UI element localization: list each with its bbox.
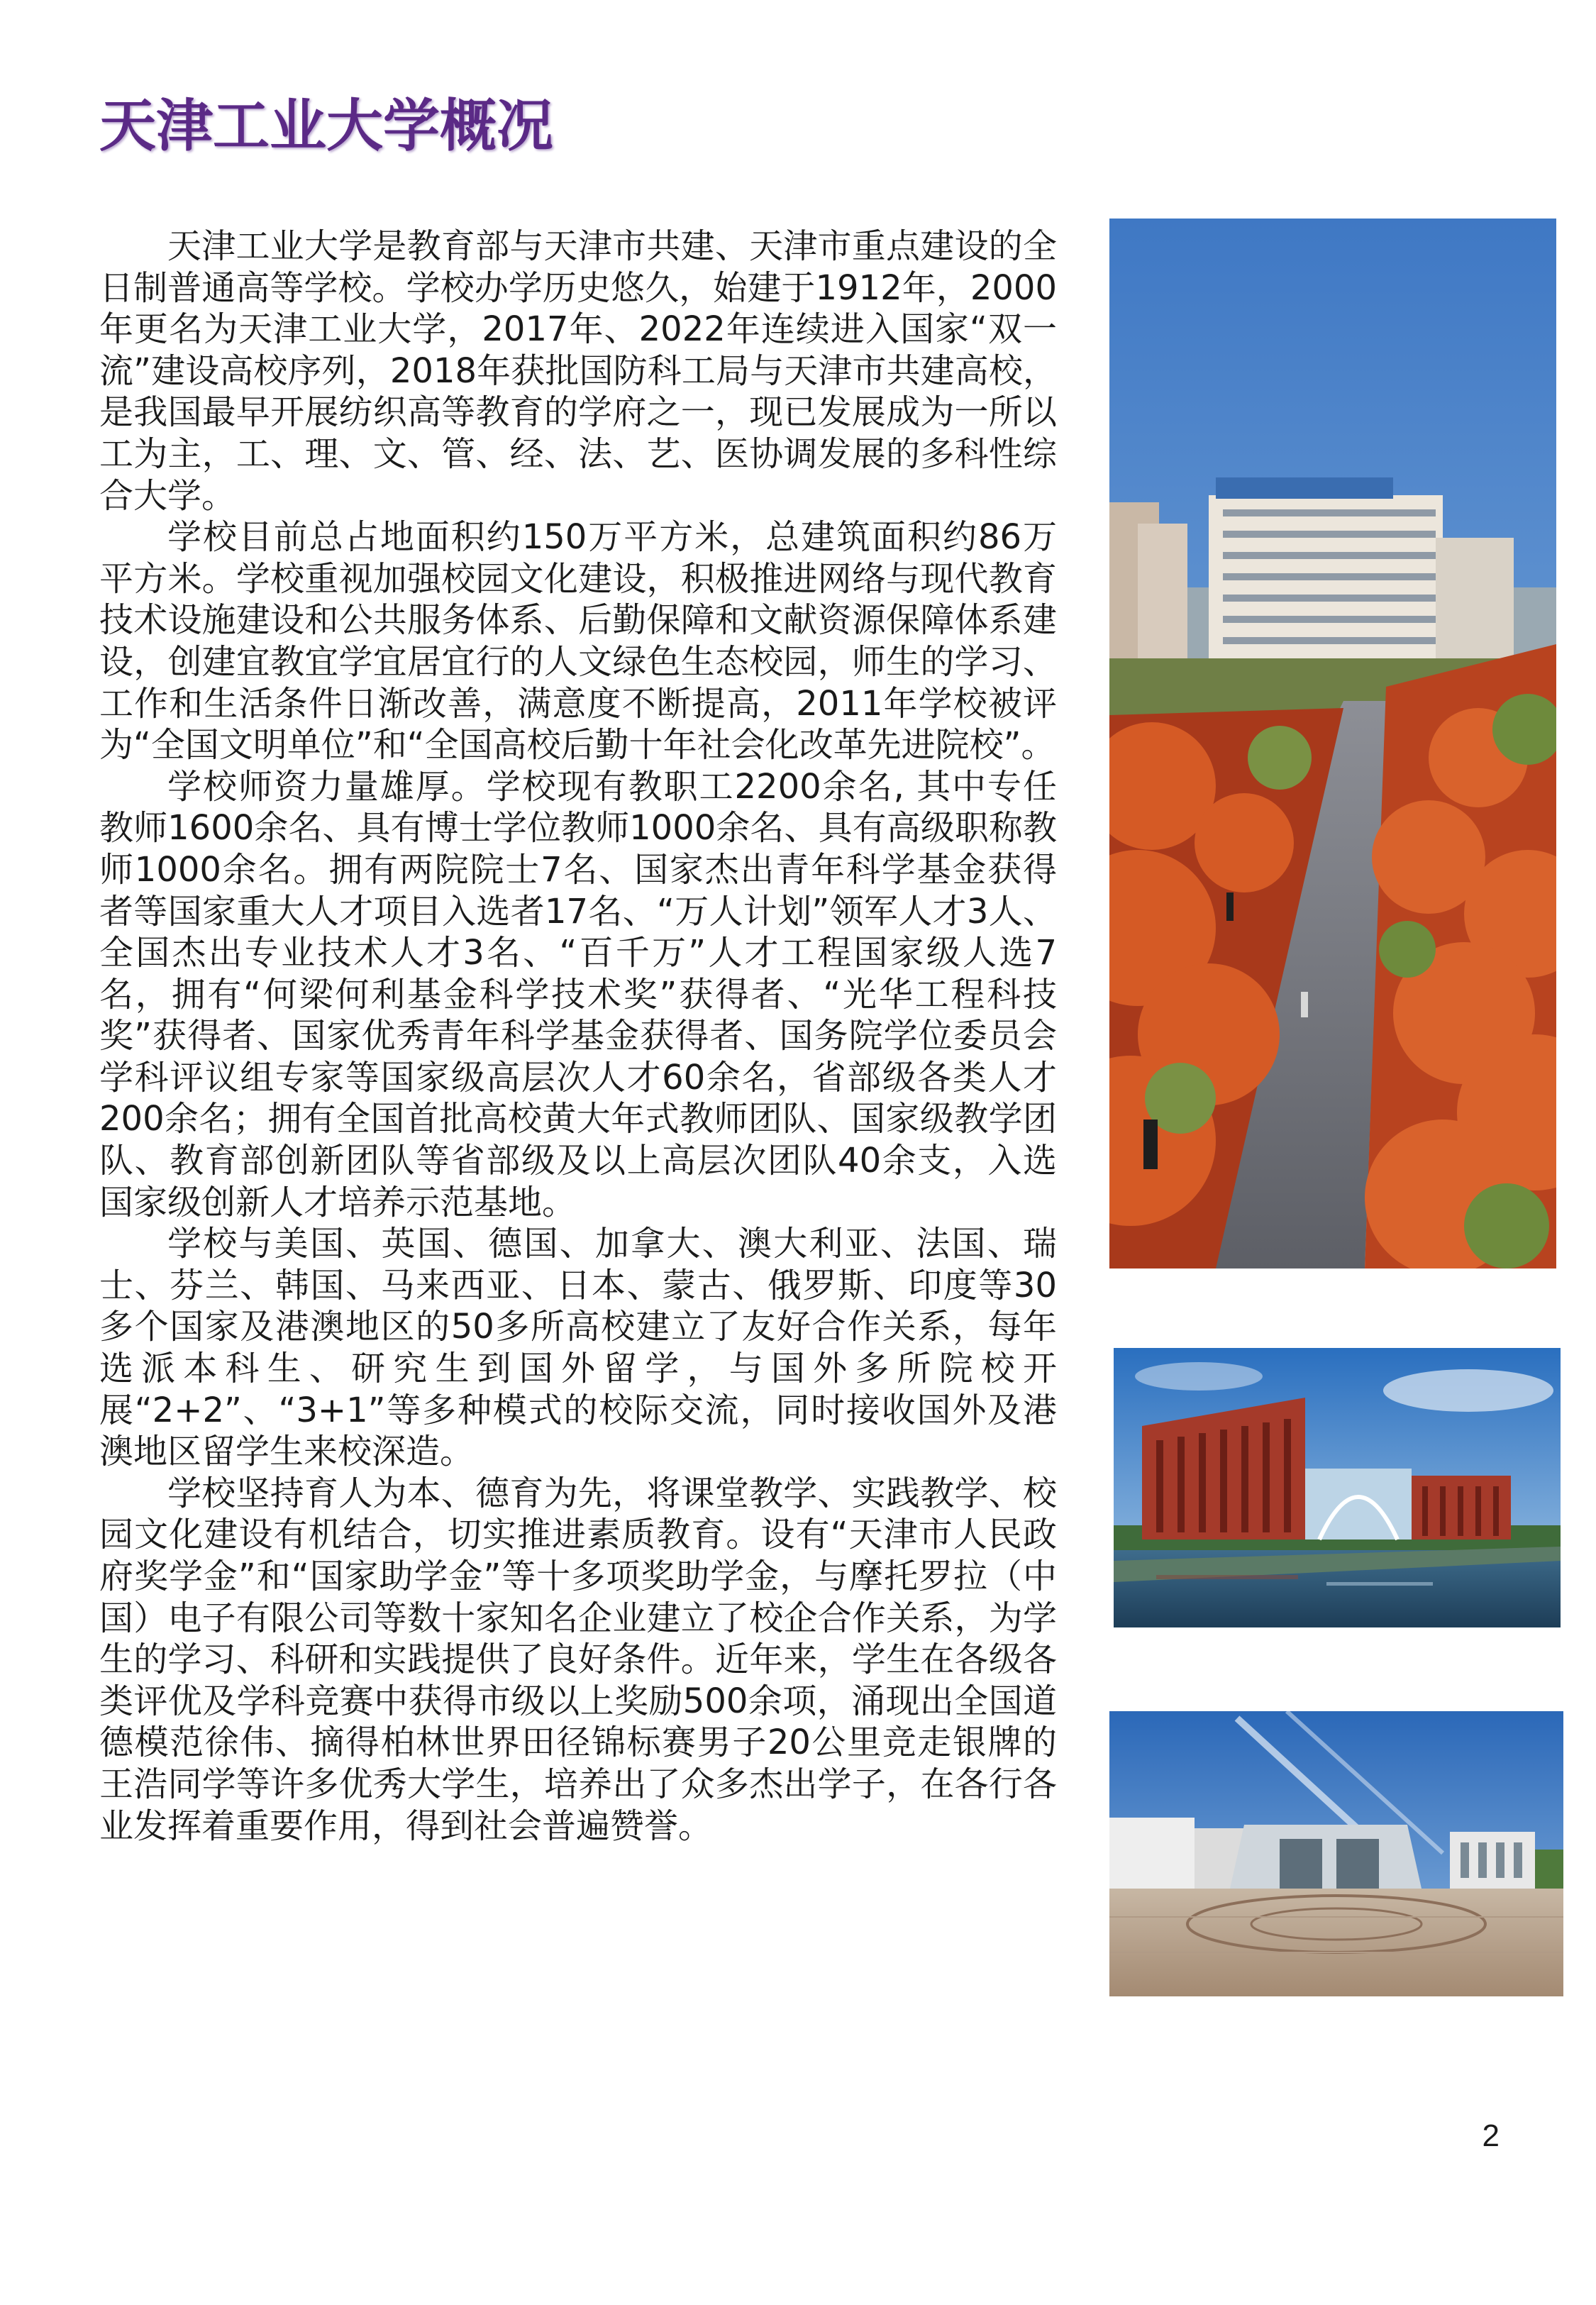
library-building-photo <box>1114 1348 1561 1627</box>
campus-plaza-photo <box>1109 1711 1563 1996</box>
campus-avenue-photo <box>1109 219 1556 1268</box>
page-title: 天津工业大学概况 <box>99 93 553 159</box>
paragraph-overview: 天津工业大学是教育部与天津市共建、天津市重点建设的全日制普通高等学校。学校办学历史悠久，始建于1912年，2000年更名为天津工业大学，2017年、2022年连续进入国家“双一流”建设高校序列，2018年获批国防科工局与天津市共建高校，是我国最早开展纺织高等教育的学府之一，现已发展成为一所以工为主，工、理、文、管、经、法、艺、医协调发展的多科性综合大学。 <box>99 226 1057 516</box>
body-text <box>99 226 1057 1847</box>
page-number: 2 <box>1482 2118 1500 2153</box>
paragraph-education: 学校坚持育人为本、德育为先，将课堂教学、实践教学、校园文化建设有机结合，切实推进素质教育。设有“天津市人民政府奖学金”和“国家助学金”等十多项奖助学金，与摩托罗拉（中国）电子有限公司等数十家知名企业建立了校企合作关系，为学生的学习、科研和实践提供了良好条件。近年来，学生在各级各类评优及学科竞赛中获得市级以上奖励500余项，涌现出全国道德模范徐伟、摘得柏林世界田径锦标赛男子20公里竞走银牌的王浩同学等许多优秀大学生，培养出了众多杰出学子，在各行各业发挥着重要作用，得到社会普遍赞誉。 <box>99 1473 1057 1846</box>
paragraph-international: 学校与美国、英国、德国、加拿大、澳大利亚、法国、瑞士、芬兰、韩国、马来西亚、日本、蒙古、俄罗斯、印度等30多个国家及港澳地区的50多所高校建立了友好合作关系，每年选派本科生、研究生到国外留学，与国外多所院校开展“2+2”、“3+1”等多种模式的校际交流，同时接收国外及港澳地区留学生来校深造。 <box>99 1224 1057 1472</box>
paragraph-campus: 学校目前总占地面积约150万平方米，总建筑面积约86万平方米。学校重视加强校园文化建设，积极推进网络与现代教育技术设施建设和公共服务体系、后勤保障和文献资源保障体系建设，创建宜教宜学宜居宜行的人文绿色生态校园，师生的学习、工作和生活条件日渐改善，满意度不断提高，2011年学校被评为“全国文明单位”和“全国高校后勤十年社会化改革先进院校”。 <box>99 517 1057 765</box>
paragraph-faculty: 学校师资力量雄厚。学校现有教职工2200余名, 其中专任教师1600余名、具有博士学位教师1000余名、具有高级职称教师1000余名。拥有两院院士7名、国家杰出青年科学基金获得者等国家重大人才项目入选者17名、“万人计划”领军人才3人、全国杰出专业技术人才3名、“百千万”人才工程国家级人选7名，拥有“何梁何利基金科学技术奖”获得者、“光华工程科技奖”获得者、国家优秀青年科学基金获得者、国务院学位委员会学科评议组专家等国家级高层次人才60余名，省部级各类人才200余名；拥有全国首批高校黄大年式教师团队、国家级教学团队、教育部创新团队等省部级及以上高层次团队40余支，入选国家级创新人才培养示范基地。 <box>99 766 1057 1222</box>
